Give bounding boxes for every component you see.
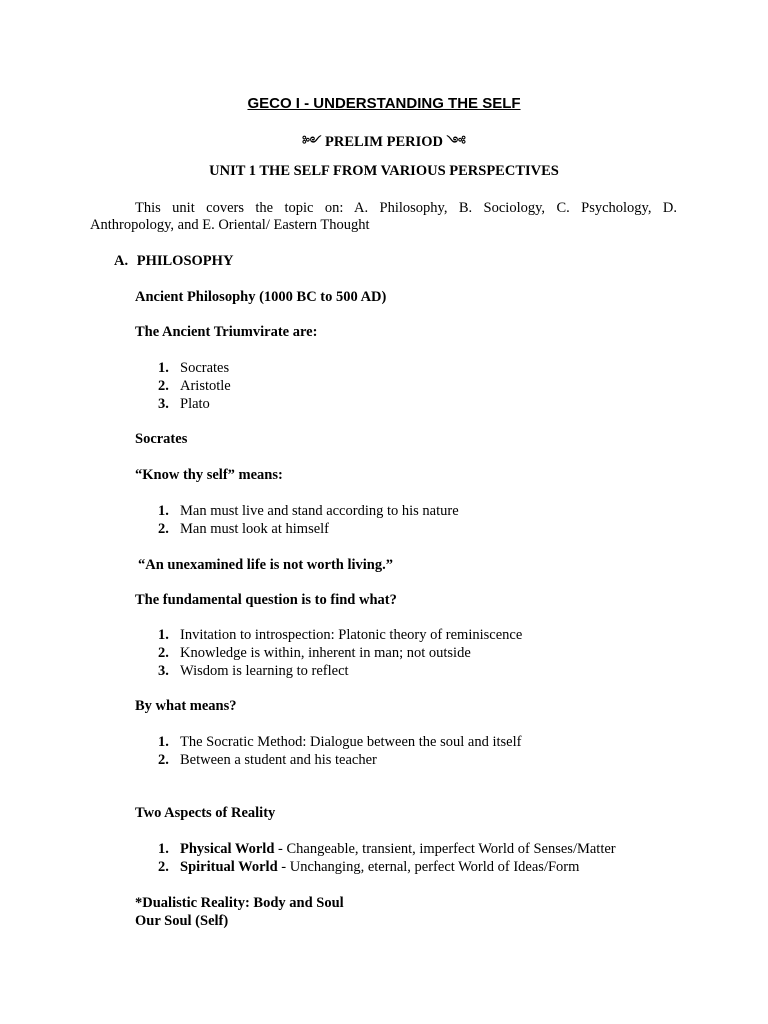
period-label: PRELIM PERIOD <box>324 134 444 150</box>
list-item: 2. Spiritual World - Unchanging, eternal, perfect World of Ideas/Form <box>158 859 580 875</box>
list-item: 1. Physical World - Changeable, transient, imperfect World of Senses/Matter <box>158 841 616 857</box>
know-thyself-heading: “Know thy self” means: <box>135 467 283 483</box>
triumvirate-heading: The Ancient Triumvirate are: <box>135 324 318 340</box>
section-letter: A. <box>114 253 129 269</box>
section-heading <box>114 253 233 270</box>
document-title: GECO I - UNDERSTANDING THE SELF <box>247 95 521 112</box>
list-item: 1. Invitation to introspection: Platonic theory of reminiscence <box>158 627 523 643</box>
list-item: 2. Knowledge is within, inherent in man; not outside <box>158 645 471 661</box>
by-what-means-heading: By what means? <box>135 698 237 714</box>
socrates-quote: “An unexamined life is not worth living.” <box>138 557 393 573</box>
socrates-heading: Socrates <box>135 431 188 447</box>
list-item: 1. Man must live and stand according to his nature <box>158 503 459 519</box>
our-soul-heading: Our Soul (Self) <box>135 913 229 929</box>
period-heading <box>0 128 768 162</box>
dualistic-reality-heading: *Dualistic Reality: Body and Soul <box>135 895 344 911</box>
two-aspects-heading: Two Aspects of Reality <box>135 805 276 821</box>
list-item: 3. Plato <box>158 396 210 412</box>
intro-paragraph-line-1: This unit covers the topic on: A. Philosophy, B. Sociology, C. Psychology, D. <box>135 200 677 216</box>
list-item: 1. Socrates <box>158 360 230 376</box>
list-item: 1. The Socratic Method: Dialogue between the soul and itself <box>158 734 522 750</box>
fundamental-question-heading: The fundamental question is to find what? <box>135 592 397 608</box>
list-item: 3. Wisdom is learning to reflect <box>158 663 349 679</box>
ancient-philosophy-heading: Ancient Philosophy (1000 BC to 500 AD) <box>135 289 387 305</box>
list-item: 2. Aristotle <box>158 378 231 394</box>
unit-heading: UNIT 1 THE SELF FROM VARIOUS PERSPECTIVES <box>209 163 559 179</box>
intro-paragraph-line-2: Anthropology, and E. Oriental/ Eastern Thought <box>90 217 370 233</box>
list-item: 2. Between a student and his teacher <box>158 752 377 768</box>
right-ornament-icon: ༺ <box>446 134 466 148</box>
section-title: PHILOSOPHY <box>136 253 234 269</box>
list-item: 2. Man must look at himself <box>158 521 330 537</box>
left-ornament-icon: ༻ <box>302 134 322 148</box>
